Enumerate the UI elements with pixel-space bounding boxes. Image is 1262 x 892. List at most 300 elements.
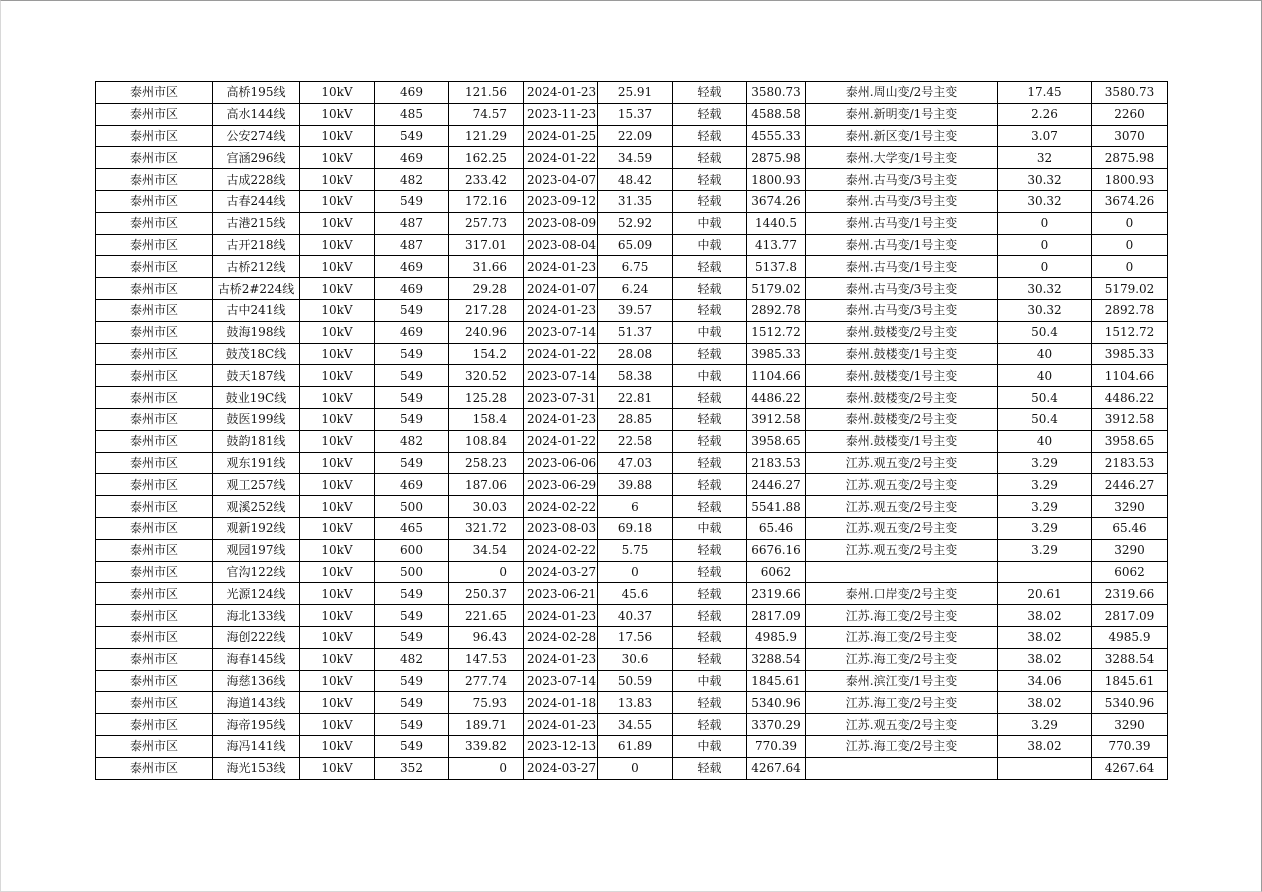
load-rate-cell: 34.55: [598, 714, 673, 736]
transformer-load-cell: 38.02: [998, 648, 1092, 670]
load-status-cell: 轻载: [673, 169, 747, 191]
max-current-cell: 233.42: [449, 169, 524, 191]
available-capacity-cell: 2260: [1092, 103, 1168, 125]
available-capacity-cell: 4486.22: [1092, 387, 1168, 409]
load-rate-cell: 48.42: [598, 169, 673, 191]
load-status-cell: 中载: [673, 234, 747, 256]
remaining-capacity-cell: 2319.66: [747, 583, 806, 605]
line-name-cell: 观园197线: [213, 539, 300, 561]
line-name-cell: 鼓海198线: [213, 321, 300, 343]
line-name-cell: 海帝195线: [213, 714, 300, 736]
table-row: [96, 212, 1168, 234]
remaining-capacity-cell: 3958.65: [747, 430, 806, 452]
line-name-cell: 观东191线: [213, 452, 300, 474]
rated-current-cell: 469: [375, 321, 449, 343]
line-name-cell: 公安274线: [213, 125, 300, 147]
load-status-cell: 轻载: [673, 757, 747, 779]
voltage-cell: 10kV: [300, 670, 375, 692]
table-row: [96, 147, 1168, 169]
load-rate-cell: 25.91: [598, 82, 673, 104]
load-rate-cell: 15.37: [598, 103, 673, 125]
voltage-cell: 10kV: [300, 757, 375, 779]
table-row: [96, 648, 1168, 670]
line-name-cell: 古港215线: [213, 212, 300, 234]
transformer-load-cell: 0: [998, 212, 1092, 234]
table-row: [96, 605, 1168, 627]
rated-current-cell: 549: [375, 670, 449, 692]
load-rate-cell: 50.59: [598, 670, 673, 692]
rated-current-cell: 469: [375, 474, 449, 496]
rated-current-cell: 549: [375, 583, 449, 605]
line-name-cell: 海慈136线: [213, 670, 300, 692]
date-cell: 2024-01-22: [524, 147, 598, 169]
available-capacity-cell: 2892.78: [1092, 299, 1168, 321]
load-rate-cell: 45.6: [598, 583, 673, 605]
available-capacity-cell: 3958.65: [1092, 430, 1168, 452]
voltage-cell: 10kV: [300, 278, 375, 300]
voltage-cell: 10kV: [300, 190, 375, 212]
table-row: [96, 234, 1168, 256]
load-status-cell: 轻载: [673, 278, 747, 300]
region-cell: 泰州市区: [96, 539, 213, 561]
load-rate-cell: 69.18: [598, 517, 673, 539]
region-cell: 泰州市区: [96, 82, 213, 104]
load-rate-cell: 58.38: [598, 365, 673, 387]
line-name-cell: 鼓业19C线: [213, 387, 300, 409]
remaining-capacity-cell: 1800.93: [747, 169, 806, 191]
remaining-capacity-cell: 2892.78: [747, 299, 806, 321]
load-rate-cell: 65.09: [598, 234, 673, 256]
date-cell: 2023-08-04: [524, 234, 598, 256]
region-cell: 泰州市区: [96, 430, 213, 452]
region-cell: 泰州市区: [96, 561, 213, 583]
transformer-cell: 江苏.观五变/2号主变: [806, 496, 998, 518]
rated-current-cell: 485: [375, 103, 449, 125]
date-cell: 2024-03-27: [524, 757, 598, 779]
max-current-cell: 187.06: [449, 474, 524, 496]
region-cell: 泰州市区: [96, 496, 213, 518]
available-capacity-cell: 2446.27: [1092, 474, 1168, 496]
voltage-cell: 10kV: [300, 212, 375, 234]
table-row: [96, 256, 1168, 278]
load-status-cell: 轻载: [673, 605, 747, 627]
max-current-cell: 158.4: [449, 408, 524, 430]
remaining-capacity-cell: 4985.9: [747, 626, 806, 648]
region-cell: 泰州市区: [96, 125, 213, 147]
voltage-cell: 10kV: [300, 103, 375, 125]
line-name-cell: 古桥212线: [213, 256, 300, 278]
load-rate-cell: 51.37: [598, 321, 673, 343]
transformer-load-cell: 40: [998, 365, 1092, 387]
rated-current-cell: 549: [375, 714, 449, 736]
transformer-cell: 泰州.鼓楼变/1号主变: [806, 365, 998, 387]
max-current-cell: 277.74: [449, 670, 524, 692]
line-name-cell: 海道143线: [213, 692, 300, 714]
transformer-cell: 江苏.海工变/2号主变: [806, 605, 998, 627]
voltage-cell: 10kV: [300, 692, 375, 714]
load-rate-cell: 13.83: [598, 692, 673, 714]
max-current-cell: 257.73: [449, 212, 524, 234]
voltage-cell: 10kV: [300, 82, 375, 104]
load-rate-cell: 40.37: [598, 605, 673, 627]
max-current-cell: 121.29: [449, 125, 524, 147]
table-row: [96, 278, 1168, 300]
transformer-cell: 泰州.周山变/2号主变: [806, 82, 998, 104]
max-current-cell: 172.16: [449, 190, 524, 212]
date-cell: 2023-07-31: [524, 387, 598, 409]
load-rate-cell: 6: [598, 496, 673, 518]
transformer-load-cell: 40: [998, 343, 1092, 365]
date-cell: 2024-01-22: [524, 343, 598, 365]
transformer-load-cell: 50.4: [998, 387, 1092, 409]
load-status-cell: 轻载: [673, 452, 747, 474]
table-row: [96, 408, 1168, 430]
rated-current-cell: 352: [375, 757, 449, 779]
load-status-cell: 轻载: [673, 256, 747, 278]
max-current-cell: 74.57: [449, 103, 524, 125]
region-cell: 泰州市区: [96, 474, 213, 496]
region-cell: 泰州市区: [96, 365, 213, 387]
date-cell: 2024-01-25: [524, 125, 598, 147]
rated-current-cell: 549: [375, 626, 449, 648]
line-name-cell: 古春244线: [213, 190, 300, 212]
transformer-load-cell: 3.29: [998, 539, 1092, 561]
transformer-cell: 泰州.古马变/3号主变: [806, 278, 998, 300]
line-name-cell: 古桥2#224线: [213, 278, 300, 300]
load-status-cell: 轻载: [673, 299, 747, 321]
table-row: [96, 474, 1168, 496]
remaining-capacity-cell: 4267.64: [747, 757, 806, 779]
transformer-load-cell: 3.29: [998, 452, 1092, 474]
voltage-cell: 10kV: [300, 583, 375, 605]
line-name-cell: 观新192线: [213, 517, 300, 539]
table-row: [96, 190, 1168, 212]
date-cell: 2023-06-21: [524, 583, 598, 605]
rated-current-cell: 482: [375, 648, 449, 670]
transformer-cell: 泰州.古马变/1号主变: [806, 234, 998, 256]
date-cell: 2023-04-07: [524, 169, 598, 191]
rated-current-cell: 469: [375, 82, 449, 104]
transformer-load-cell: 3.29: [998, 517, 1092, 539]
remaining-capacity-cell: 1512.72: [747, 321, 806, 343]
remaining-capacity-cell: 2875.98: [747, 147, 806, 169]
transformer-cell: 泰州.新明变/1号主变: [806, 103, 998, 125]
date-cell: 2023-06-29: [524, 474, 598, 496]
voltage-cell: 10kV: [300, 343, 375, 365]
load-status-cell: 轻载: [673, 626, 747, 648]
region-cell: 泰州市区: [96, 735, 213, 757]
remaining-capacity-cell: 1845.61: [747, 670, 806, 692]
rated-current-cell: 549: [375, 692, 449, 714]
date-cell: 2024-01-23: [524, 299, 598, 321]
line-name-cell: 光源124线: [213, 583, 300, 605]
remaining-capacity-cell: 770.39: [747, 735, 806, 757]
transformer-load-cell: 2.26: [998, 103, 1092, 125]
max-current-cell: 34.54: [449, 539, 524, 561]
region-cell: 泰州市区: [96, 626, 213, 648]
rated-current-cell: 500: [375, 496, 449, 518]
load-status-cell: 轻载: [673, 430, 747, 452]
remaining-capacity-cell: 5541.88: [747, 496, 806, 518]
transformer-cell: 泰州.鼓楼变/1号主变: [806, 430, 998, 452]
table-row: [96, 517, 1168, 539]
transformer-load-cell: 0: [998, 234, 1092, 256]
load-rate-cell: 34.59: [598, 147, 673, 169]
remaining-capacity-cell: 1440.5: [747, 212, 806, 234]
transformer-load-cell: 3.29: [998, 714, 1092, 736]
region-cell: 泰州市区: [96, 234, 213, 256]
voltage-cell: 10kV: [300, 147, 375, 169]
rated-current-cell: 549: [375, 408, 449, 430]
available-capacity-cell: 1512.72: [1092, 321, 1168, 343]
available-capacity-cell: 5179.02: [1092, 278, 1168, 300]
data-table: [95, 81, 1168, 780]
remaining-capacity-cell: 3674.26: [747, 190, 806, 212]
remaining-capacity-cell: 65.46: [747, 517, 806, 539]
remaining-capacity-cell: 3912.58: [747, 408, 806, 430]
line-name-cell: 古成228线: [213, 169, 300, 191]
table-row: [96, 387, 1168, 409]
transformer-cell: 泰州.古马变/3号主变: [806, 169, 998, 191]
region-cell: 泰州市区: [96, 408, 213, 430]
date-cell: 2023-11-23: [524, 103, 598, 125]
rated-current-cell: 469: [375, 256, 449, 278]
max-current-cell: 321.72: [449, 517, 524, 539]
region-cell: 泰州市区: [96, 343, 213, 365]
available-capacity-cell: 3070: [1092, 125, 1168, 147]
max-current-cell: 154.2: [449, 343, 524, 365]
region-cell: 泰州市区: [96, 757, 213, 779]
load-status-cell: 中载: [673, 517, 747, 539]
voltage-cell: 10kV: [300, 735, 375, 757]
max-current-cell: 31.66: [449, 256, 524, 278]
transformer-load-cell: 38.02: [998, 735, 1092, 757]
region-cell: 泰州市区: [96, 212, 213, 234]
table-row: [96, 626, 1168, 648]
region-cell: 泰州市区: [96, 256, 213, 278]
transformer-cell: 江苏.观五变/2号主变: [806, 474, 998, 496]
transformer-cell: [806, 561, 998, 583]
table-row: [96, 299, 1168, 321]
transformer-cell: 江苏.海工变/2号主变: [806, 626, 998, 648]
voltage-cell: 10kV: [300, 169, 375, 191]
transformer-cell: 泰州.大学变/1号主变: [806, 147, 998, 169]
date-cell: 2023-12-13: [524, 735, 598, 757]
load-rate-cell: 0: [598, 561, 673, 583]
available-capacity-cell: 3290: [1092, 496, 1168, 518]
voltage-cell: 10kV: [300, 299, 375, 321]
date-cell: 2023-09-12: [524, 190, 598, 212]
rated-current-cell: 549: [375, 605, 449, 627]
available-capacity-cell: 0: [1092, 234, 1168, 256]
rated-current-cell: 469: [375, 147, 449, 169]
line-name-cell: 古开218线: [213, 234, 300, 256]
voltage-cell: 10kV: [300, 256, 375, 278]
available-capacity-cell: 2183.53: [1092, 452, 1168, 474]
load-status-cell: 轻载: [673, 583, 747, 605]
remaining-capacity-cell: 4486.22: [747, 387, 806, 409]
remaining-capacity-cell: 5340.96: [747, 692, 806, 714]
table-row: [96, 103, 1168, 125]
transformer-load-cell: 3.29: [998, 496, 1092, 518]
max-current-cell: 217.28: [449, 299, 524, 321]
date-cell: 2024-01-07: [524, 278, 598, 300]
transformer-cell: 泰州.口岸变/2号主变: [806, 583, 998, 605]
remaining-capacity-cell: 1104.66: [747, 365, 806, 387]
transformer-load-cell: 40: [998, 430, 1092, 452]
table-row: [96, 714, 1168, 736]
voltage-cell: 10kV: [300, 626, 375, 648]
table-row: [96, 583, 1168, 605]
load-status-cell: 轻载: [673, 496, 747, 518]
region-cell: 泰州市区: [96, 670, 213, 692]
available-capacity-cell: 5340.96: [1092, 692, 1168, 714]
region-cell: 泰州市区: [96, 169, 213, 191]
table-row: [96, 125, 1168, 147]
table-row: [96, 365, 1168, 387]
date-cell: 2024-02-22: [524, 496, 598, 518]
region-cell: 泰州市区: [96, 605, 213, 627]
available-capacity-cell: 1800.93: [1092, 169, 1168, 191]
line-name-cell: 古中241线: [213, 299, 300, 321]
max-current-cell: 29.28: [449, 278, 524, 300]
load-status-cell: 中载: [673, 321, 747, 343]
region-cell: 泰州市区: [96, 321, 213, 343]
transformer-cell: 江苏.观五变/2号主变: [806, 452, 998, 474]
load-rate-cell: 28.85: [598, 408, 673, 430]
transformer-cell: 泰州.鼓楼变/2号主变: [806, 321, 998, 343]
transformer-load-cell: 34.06: [998, 670, 1092, 692]
voltage-cell: 10kV: [300, 496, 375, 518]
transformer-cell: 江苏.观五变/2号主变: [806, 714, 998, 736]
transformer-load-cell: 38.02: [998, 692, 1092, 714]
voltage-cell: 10kV: [300, 234, 375, 256]
rated-current-cell: 469: [375, 278, 449, 300]
load-status-cell: 轻载: [673, 408, 747, 430]
rated-current-cell: 487: [375, 234, 449, 256]
available-capacity-cell: 3912.58: [1092, 408, 1168, 430]
load-status-cell: 中载: [673, 670, 747, 692]
rated-current-cell: 487: [375, 212, 449, 234]
load-status-cell: 轻载: [673, 561, 747, 583]
remaining-capacity-cell: 2817.09: [747, 605, 806, 627]
transformer-cell: 泰州.新区变/1号主变: [806, 125, 998, 147]
available-capacity-cell: 3674.26: [1092, 190, 1168, 212]
line-name-cell: 观工257线: [213, 474, 300, 496]
transformer-load-cell: 50.4: [998, 408, 1092, 430]
load-rate-cell: 61.89: [598, 735, 673, 757]
transformer-cell: 泰州.滨江变/1号主变: [806, 670, 998, 692]
table-row: [96, 757, 1168, 779]
region-cell: 泰州市区: [96, 278, 213, 300]
remaining-capacity-cell: 4555.33: [747, 125, 806, 147]
load-status-cell: 轻载: [673, 103, 747, 125]
available-capacity-cell: 2817.09: [1092, 605, 1168, 627]
region-cell: 泰州市区: [96, 648, 213, 670]
rated-current-cell: 549: [375, 343, 449, 365]
max-current-cell: 75.93: [449, 692, 524, 714]
available-capacity-cell: 3290: [1092, 539, 1168, 561]
available-capacity-cell: 6062: [1092, 561, 1168, 583]
available-capacity-cell: 3985.33: [1092, 343, 1168, 365]
load-rate-cell: 47.03: [598, 452, 673, 474]
load-status-cell: 中载: [673, 212, 747, 234]
table-row: [96, 169, 1168, 191]
remaining-capacity-cell: 2446.27: [747, 474, 806, 496]
max-current-cell: 189.71: [449, 714, 524, 736]
load-rate-cell: 6.24: [598, 278, 673, 300]
load-rate-cell: 31.35: [598, 190, 673, 212]
load-status-cell: 轻载: [673, 474, 747, 496]
available-capacity-cell: 2319.66: [1092, 583, 1168, 605]
load-rate-cell: 6.75: [598, 256, 673, 278]
date-cell: 2024-01-22: [524, 430, 598, 452]
line-name-cell: 鼓天187线: [213, 365, 300, 387]
available-capacity-cell: 2875.98: [1092, 147, 1168, 169]
rated-current-cell: 482: [375, 169, 449, 191]
date-cell: 2023-08-09: [524, 212, 598, 234]
max-current-cell: 96.43: [449, 626, 524, 648]
available-capacity-cell: 65.46: [1092, 517, 1168, 539]
transformer-load-cell: 3.29: [998, 474, 1092, 496]
max-current-cell: 250.37: [449, 583, 524, 605]
line-name-cell: 鼓医199线: [213, 408, 300, 430]
table-row: [96, 735, 1168, 757]
date-cell: 2024-03-27: [524, 561, 598, 583]
rated-current-cell: 465: [375, 517, 449, 539]
voltage-cell: 10kV: [300, 125, 375, 147]
transformer-cell: 江苏.观五变/2号主变: [806, 539, 998, 561]
max-current-cell: 240.96: [449, 321, 524, 343]
load-status-cell: 轻载: [673, 125, 747, 147]
voltage-cell: 10kV: [300, 387, 375, 409]
line-name-cell: 海创222线: [213, 626, 300, 648]
date-cell: 2024-01-23: [524, 256, 598, 278]
transformer-load-cell: 30.32: [998, 169, 1092, 191]
load-rate-cell: 17.56: [598, 626, 673, 648]
rated-current-cell: 549: [375, 299, 449, 321]
rated-current-cell: 549: [375, 190, 449, 212]
date-cell: 2024-01-23: [524, 648, 598, 670]
date-cell: 2023-07-14: [524, 321, 598, 343]
date-cell: 2023-07-14: [524, 670, 598, 692]
load-rate-cell: 0: [598, 757, 673, 779]
table-row: [96, 539, 1168, 561]
region-cell: 泰州市区: [96, 714, 213, 736]
table-body: [96, 82, 1168, 780]
transformer-cell: [806, 757, 998, 779]
load-rate-cell: 22.09: [598, 125, 673, 147]
transformer-cell: 泰州.鼓楼变/2号主变: [806, 408, 998, 430]
load-status-cell: 中载: [673, 735, 747, 757]
load-rate-cell: 28.08: [598, 343, 673, 365]
transformer-cell: 泰州.古马变/1号主变: [806, 256, 998, 278]
rated-current-cell: 549: [375, 452, 449, 474]
max-current-cell: 125.28: [449, 387, 524, 409]
voltage-cell: 10kV: [300, 561, 375, 583]
load-rate-cell: 22.58: [598, 430, 673, 452]
load-rate-cell: 22.81: [598, 387, 673, 409]
max-current-cell: 320.52: [449, 365, 524, 387]
region-cell: 泰州市区: [96, 517, 213, 539]
line-name-cell: 鼓韵181线: [213, 430, 300, 452]
max-current-cell: 221.65: [449, 605, 524, 627]
region-cell: 泰州市区: [96, 147, 213, 169]
available-capacity-cell: 3580.73: [1092, 82, 1168, 104]
region-cell: 泰州市区: [96, 103, 213, 125]
line-name-cell: 海冯141线: [213, 735, 300, 757]
load-status-cell: 轻载: [673, 343, 747, 365]
